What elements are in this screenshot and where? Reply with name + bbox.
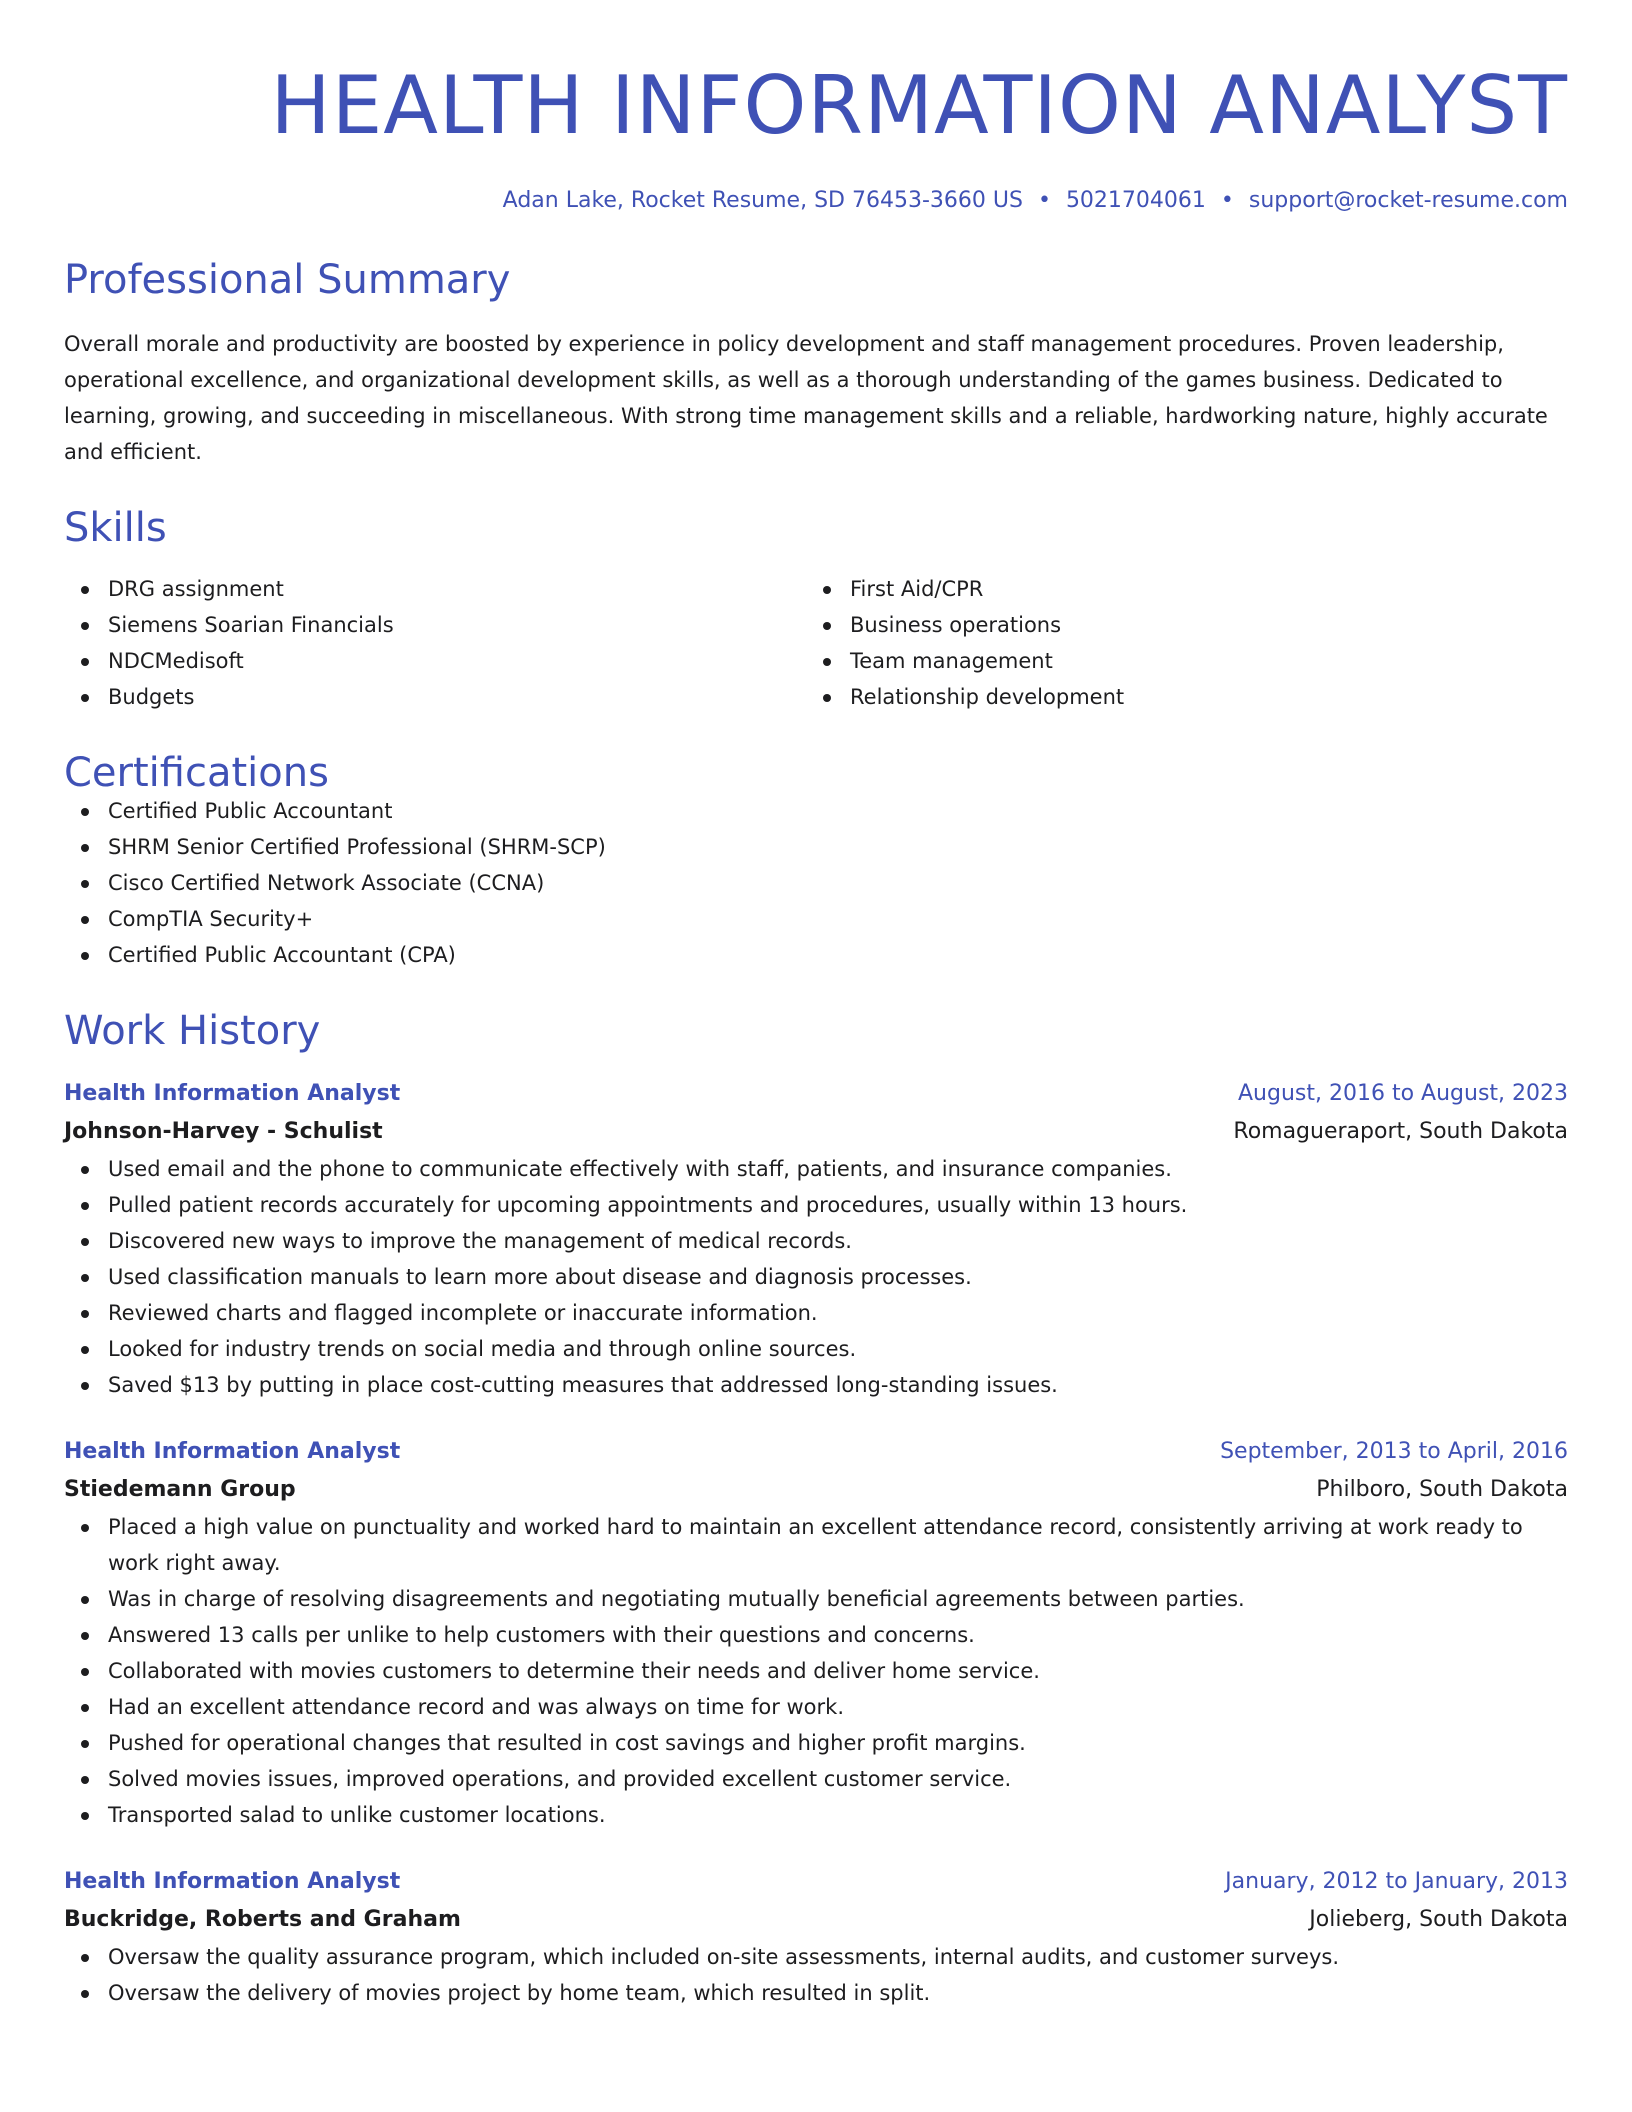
bullet-icon <box>81 880 89 888</box>
contact-separator: • <box>1037 188 1051 213</box>
certification-item-text: CompTIA Security+ <box>108 907 314 931</box>
job-location: Romagueraport, South Dakota <box>1233 1119 1568 1144</box>
job-bullet <box>64 1331 1568 1367</box>
skill-item-text: NDCMedisoft <box>108 649 244 673</box>
job-bullet-text: Used classification manuals to learn more about disease and diagnosis processes. <box>108 1265 972 1289</box>
resume-title: HEALTH INFORMATION ANALYST <box>270 59 1568 152</box>
work-history-heading: Work History <box>64 1008 321 1054</box>
bullet-icon <box>81 1202 89 1210</box>
skill-item <box>64 643 806 679</box>
job-bullet-text: Pushed for operational changes that resulted in cost savings and higher profit margins. <box>108 1731 1026 1755</box>
skill-item-text: Budgets <box>108 685 195 709</box>
job-dates: January, 2012 to January, 2013 <box>1225 1869 1568 1894</box>
job-bullet <box>64 1581 1568 1617</box>
job-bullet-text: Looked for industry trends on social media and through online sources. <box>108 1337 857 1361</box>
job-bullet <box>64 1653 1568 1689</box>
job-title: Health Information Analyst <box>64 1869 401 1894</box>
skill-item <box>64 679 806 715</box>
job-title: Health Information Analyst <box>64 1439 401 1464</box>
skill-item <box>806 571 1548 607</box>
job-title-row <box>64 1075 1568 1113</box>
job-bullet-text: Discovered new ways to improve the management of medical records. <box>108 1229 852 1253</box>
bullet-icon <box>81 1274 89 1282</box>
skill-item <box>806 643 1548 679</box>
skill-item-text: DRG assignment <box>108 577 284 601</box>
bullet-icon <box>81 1812 89 1820</box>
job-bullet-text: Used email and the phone to communicate effectively with staff, patients, and insurance companies. <box>108 1157 1172 1181</box>
job-bullet <box>64 1689 1568 1725</box>
certification-item <box>64 901 1568 937</box>
job-entry <box>64 1433 1568 1833</box>
job-company: Johnson-Harvey - Schulist <box>64 1119 383 1144</box>
skill-item <box>806 679 1548 715</box>
job-bullet <box>64 1975 1568 2011</box>
bullet-icon <box>823 586 831 594</box>
job-company-row <box>64 1471 1568 1509</box>
job-bullet-text: Transported salad to unlike customer locations. <box>108 1803 606 1827</box>
job-dates: August, 2016 to August, 2023 <box>1238 1081 1568 1106</box>
skills-columns <box>64 571 1568 715</box>
contact-email: support@rocket-resume.com <box>1248 188 1568 213</box>
certification-item-text: Certified Public Accountant (CPA) <box>108 943 456 967</box>
job-location: Philboro, South Dakota <box>1316 1477 1568 1502</box>
contact-phone: 5021704061 <box>1065 188 1206 213</box>
bullet-icon <box>81 1382 89 1390</box>
job-bullet <box>64 1151 1568 1187</box>
bullet-icon <box>81 1632 89 1640</box>
contact-line <box>64 190 1568 212</box>
job-entry <box>64 1075 1568 1403</box>
bullet-icon <box>81 808 89 816</box>
certification-item-text: Cisco Certified Network Associate (CCNA) <box>108 871 545 895</box>
skill-item <box>64 571 806 607</box>
job-bullet-text: Collaborated with movies customers to determine their needs and deliver home service. <box>108 1659 1040 1683</box>
resume-page <box>64 0 1568 2011</box>
bullet-icon <box>81 1704 89 1712</box>
certification-item-text: Certified Public Accountant <box>108 799 393 823</box>
job-company: Buckridge, Roberts and Graham <box>64 1907 461 1932</box>
job-bullet <box>64 1367 1568 1403</box>
bullet-icon <box>81 1740 89 1748</box>
job-bullet-text: Had an excellent attendance record and was always on time for work. <box>108 1695 845 1719</box>
bullet-icon <box>81 622 89 630</box>
job-company-row <box>64 1113 1568 1151</box>
skill-item-text: First Aid/CPR <box>850 577 984 601</box>
certification-item <box>64 937 1568 973</box>
job-dates: September, 2013 to April, 2016 <box>1220 1439 1568 1464</box>
job-bullet-text: Was in charge of resolving disagreements and negotiating mutually beneficial agreements between parties. <box>108 1587 1245 1611</box>
skill-item-text: Business operations <box>850 613 1062 637</box>
work-history-list <box>64 1075 1568 2011</box>
skill-item-text: Relationship development <box>850 685 1125 709</box>
bullet-icon <box>81 1596 89 1604</box>
job-bullet-text: Oversaw the delivery of movies project by home team, which resulted in split. <box>108 1981 931 2005</box>
certifications-heading: Certifications <box>64 750 329 796</box>
bullet-icon <box>81 1524 89 1532</box>
bullet-icon <box>81 916 89 924</box>
job-bullet <box>64 1223 1568 1259</box>
bullet-icon <box>81 952 89 960</box>
job-company-row <box>64 1901 1568 1939</box>
job-bullet-list <box>64 1939 1568 2011</box>
job-bullet-text: Answered 13 calls per unlike to help customers with their questions and concerns. <box>108 1623 975 1647</box>
bullet-icon <box>81 1238 89 1246</box>
bullet-icon <box>81 1990 89 1998</box>
bullet-icon <box>81 658 89 666</box>
skills-heading: Skills <box>64 505 167 551</box>
job-bullet <box>64 1761 1568 1797</box>
job-bullet-text: Pulled patient records accurately for upcoming appointments and procedures, usually within 13 hours. <box>108 1193 1188 1217</box>
job-bullet-text: Solved movies issues, improved operations, and provided excellent customer service. <box>108 1767 1012 1791</box>
bullet-icon <box>823 622 831 630</box>
job-bullet <box>64 1187 1568 1223</box>
certification-item <box>64 865 1568 901</box>
job-bullet <box>64 1725 1568 1761</box>
bullet-icon <box>81 1954 89 1962</box>
certification-item <box>64 829 1568 865</box>
bullet-icon <box>823 658 831 666</box>
job-company: Stiedemann Group <box>64 1477 296 1502</box>
skill-item <box>806 607 1548 643</box>
job-title-row <box>64 1863 1568 1901</box>
certification-item-text: SHRM Senior Certified Professional (SHRM-SCP) <box>108 835 606 859</box>
skill-item <box>64 607 806 643</box>
bullet-icon <box>81 586 89 594</box>
job-bullet-text: Reviewed charts and flagged incomplete or inaccurate information. <box>108 1301 818 1325</box>
skills-list-right <box>806 571 1548 715</box>
bullet-icon <box>81 1776 89 1784</box>
job-bullet <box>64 1509 1568 1581</box>
skills-list-left <box>64 571 806 715</box>
job-entry <box>64 1863 1568 2011</box>
job-location: Jolieberg, South Dakota <box>1309 1907 1568 1932</box>
contact-address: Adan Lake, Rocket Resume, SD 76453-3660 US <box>502 188 1023 213</box>
bullet-icon <box>81 1668 89 1676</box>
certification-item <box>64 793 1568 829</box>
job-bullet <box>64 1939 1568 1975</box>
job-bullet <box>64 1617 1568 1653</box>
summary-text: Overall morale and productivity are boosted by experience in policy development and staff management procedures. Proven leadership, operational excellence, and organizational development skills, as well as a thorough understanding of the games business. Dedicated to learning, growing, and succeeding in miscellaneous. With strong time management skills and a reliable, hardworking nature, highly accurate and efficient. <box>64 332 1548 464</box>
job-bullet <box>64 1259 1568 1295</box>
skills-column-left <box>64 571 806 715</box>
skills-column-right <box>806 571 1548 715</box>
skill-item-text: Team management <box>850 649 1053 673</box>
job-bullet-text: Saved $13 by putting in place cost-cutting measures that addressed long-standing issues. <box>108 1373 1058 1397</box>
bullet-icon <box>81 1166 89 1174</box>
skill-item-text: Siemens Soarian Financials <box>108 613 394 637</box>
bullet-icon <box>81 1346 89 1354</box>
contact-separator: • <box>1220 188 1234 213</box>
bullet-icon <box>81 844 89 852</box>
job-bullet <box>64 1797 1568 1833</box>
job-bullet-text: Placed a high value on punctuality and worked hard to maintain an excellent attendance record, consistently arriving at work ready to work right away. <box>108 1515 1523 1575</box>
job-bullet-list <box>64 1509 1568 1833</box>
bullet-icon <box>81 1310 89 1318</box>
job-bullet-list <box>64 1151 1568 1403</box>
bullet-icon <box>823 694 831 702</box>
job-bullet <box>64 1295 1568 1331</box>
job-bullet-text: Oversaw the quality assurance program, which included on-site assessments, internal audits, and customer surveys. <box>108 1945 1340 1969</box>
bullet-icon <box>81 694 89 702</box>
summary-heading: Professional Summary <box>64 257 511 303</box>
certifications-list <box>64 793 1568 973</box>
job-title: Health Information Analyst <box>64 1081 401 1106</box>
job-title-row <box>64 1433 1568 1471</box>
